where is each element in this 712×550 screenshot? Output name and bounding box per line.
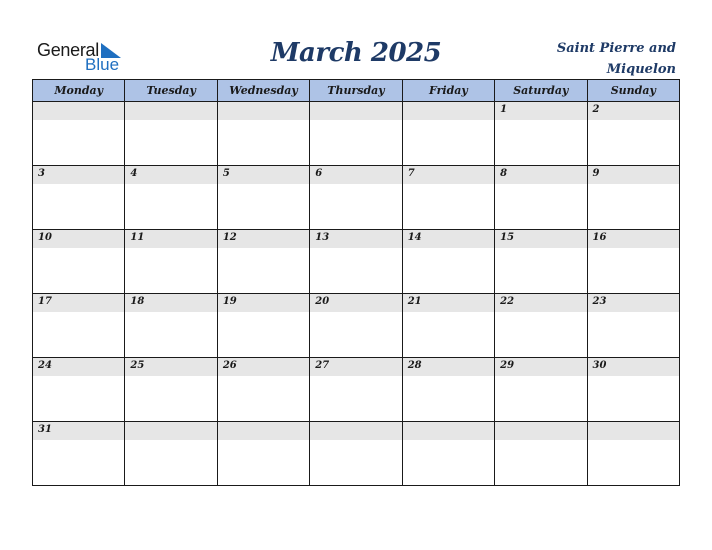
day-header-bar	[310, 166, 401, 184]
day-cell[interactable]	[310, 102, 402, 166]
day-cell[interactable]	[33, 422, 125, 486]
day-number: 7	[407, 168, 415, 179]
calendar-grid	[32, 79, 680, 486]
day-cell[interactable]	[587, 358, 679, 422]
day-cell[interactable]	[125, 102, 217, 166]
weekday-header-row	[33, 80, 680, 102]
day-header-bar	[218, 230, 309, 248]
day-cell[interactable]	[310, 422, 402, 486]
day-header-bar	[495, 294, 586, 312]
week-row	[33, 230, 680, 294]
day-header-bar	[403, 358, 494, 376]
day-header-bar	[495, 422, 586, 440]
day-header-bar	[588, 422, 679, 440]
day-header-bar	[218, 166, 309, 184]
day-cell[interactable]	[217, 230, 309, 294]
day-number: 20	[315, 296, 330, 307]
day-cell[interactable]	[402, 422, 494, 486]
day-header-bar	[310, 102, 401, 120]
day-header-bar	[588, 102, 679, 120]
day-number: 14	[407, 232, 422, 243]
day-cell[interactable]	[587, 166, 679, 230]
day-header-bar	[33, 166, 124, 184]
day-number: 16	[592, 232, 607, 243]
day-header-bar	[218, 358, 309, 376]
week-row	[33, 422, 680, 486]
day-header-bar	[33, 358, 124, 376]
day-number: 21	[407, 296, 422, 307]
day-number: 8	[500, 168, 508, 179]
region-line-2: Miquelon	[606, 62, 676, 77]
day-cell[interactable]	[310, 358, 402, 422]
day-cell[interactable]	[495, 230, 587, 294]
day-header-bar	[125, 422, 216, 440]
weekday-tuesday: Tuesday	[125, 80, 217, 102]
day-header-bar	[125, 102, 216, 120]
day-header-bar	[218, 294, 309, 312]
day-cell[interactable]	[587, 230, 679, 294]
day-cell[interactable]	[495, 102, 587, 166]
day-number: 13	[315, 232, 330, 243]
day-header-bar	[588, 166, 679, 184]
calendar-title: March 2025	[270, 38, 442, 68]
day-cell[interactable]	[33, 294, 125, 358]
day-number: 11	[130, 232, 145, 243]
day-header-bar	[125, 294, 216, 312]
week-row	[33, 358, 680, 422]
day-cell[interactable]	[217, 166, 309, 230]
logo-text-blue: Blue	[85, 55, 120, 74]
weekday-friday: Friday	[402, 80, 494, 102]
day-number: 5	[222, 168, 230, 179]
day-number: 12	[222, 232, 237, 243]
day-cell[interactable]	[33, 102, 125, 166]
day-number: 9	[592, 168, 600, 179]
day-number: 26	[222, 360, 237, 371]
day-header-bar	[403, 294, 494, 312]
day-number: 29	[500, 360, 515, 371]
day-number: 25	[130, 360, 145, 371]
day-cell[interactable]	[33, 358, 125, 422]
day-cell[interactable]	[587, 422, 679, 486]
day-header-bar	[495, 358, 586, 376]
weekday-thursday: Thursday	[310, 80, 402, 102]
region-line-1: Saint Pierre and	[556, 41, 676, 56]
day-number: 19	[222, 296, 237, 307]
day-cell[interactable]	[125, 422, 217, 486]
day-header-bar	[218, 422, 309, 440]
day-header-bar	[495, 102, 586, 120]
day-number: 30	[592, 360, 607, 371]
week-row	[33, 102, 680, 166]
day-number: 1	[500, 104, 508, 115]
day-cell[interactable]	[217, 422, 309, 486]
weekday-sunday: Sunday	[587, 80, 679, 102]
day-number: 3	[38, 168, 45, 179]
day-header-bar	[403, 166, 494, 184]
day-number: 10	[38, 232, 52, 243]
weekday-wednesday: Wednesday	[217, 80, 309, 102]
day-cell[interactable]	[310, 230, 402, 294]
day-header-bar	[403, 102, 494, 120]
day-header-bar	[125, 166, 216, 184]
day-header-bar	[33, 294, 124, 312]
logo-text-general: General	[37, 40, 99, 60]
day-cell[interactable]	[495, 422, 587, 486]
day-header-bar	[310, 422, 401, 440]
calendar-body	[33, 102, 680, 486]
day-number: 31	[38, 424, 52, 435]
day-cell[interactable]	[587, 102, 679, 166]
day-cell[interactable]	[310, 166, 402, 230]
day-header-bar	[33, 102, 124, 120]
day-header-bar	[33, 422, 124, 440]
day-header-bar	[310, 358, 401, 376]
day-number: 4	[130, 168, 138, 179]
weekday-saturday: Saturday	[495, 80, 587, 102]
day-header-bar	[588, 230, 679, 248]
day-header-bar	[403, 422, 494, 440]
day-header-bar	[33, 230, 124, 248]
day-cell[interactable]	[402, 294, 494, 358]
week-row	[33, 166, 680, 230]
day-header-bar	[588, 358, 679, 376]
day-cell[interactable]	[402, 166, 494, 230]
day-header-bar	[125, 230, 216, 248]
day-cell[interactable]	[217, 294, 309, 358]
day-number: 22	[500, 296, 515, 307]
day-cell[interactable]	[495, 294, 587, 358]
day-cell[interactable]	[33, 230, 125, 294]
day-cell[interactable]	[125, 294, 217, 358]
day-cell[interactable]	[217, 102, 309, 166]
day-cell[interactable]	[495, 166, 587, 230]
day-cell[interactable]	[125, 358, 217, 422]
weekday-monday: Monday	[33, 80, 125, 102]
week-row	[33, 294, 680, 358]
day-number: 17	[38, 296, 52, 307]
day-cell[interactable]	[217, 358, 309, 422]
day-header-bar	[403, 230, 494, 248]
day-header-bar	[310, 230, 401, 248]
day-cell[interactable]	[33, 166, 125, 230]
day-cell[interactable]	[310, 294, 402, 358]
region-label	[516, 38, 676, 80]
day-number: 28	[407, 360, 422, 371]
day-header-bar	[218, 102, 309, 120]
day-header-bar	[588, 294, 679, 312]
day-cell[interactable]	[125, 230, 217, 294]
day-number: 18	[130, 296, 145, 307]
day-number: 23	[592, 296, 607, 307]
day-number: 6	[315, 168, 323, 179]
day-number: 27	[315, 360, 330, 371]
day-header-bar	[125, 358, 216, 376]
day-number: 15	[500, 232, 515, 243]
day-cell[interactable]	[587, 294, 679, 358]
day-header-bar	[310, 294, 401, 312]
day-cell[interactable]	[402, 358, 494, 422]
day-header-bar	[495, 230, 586, 248]
day-cell[interactable]	[495, 358, 587, 422]
generalblue-logo	[37, 40, 137, 74]
day-cell[interactable]	[125, 166, 217, 230]
day-number: 2	[592, 104, 600, 115]
day-cell[interactable]	[402, 102, 494, 166]
day-cell[interactable]	[402, 230, 494, 294]
day-header-bar	[495, 166, 586, 184]
day-number: 24	[38, 360, 52, 371]
